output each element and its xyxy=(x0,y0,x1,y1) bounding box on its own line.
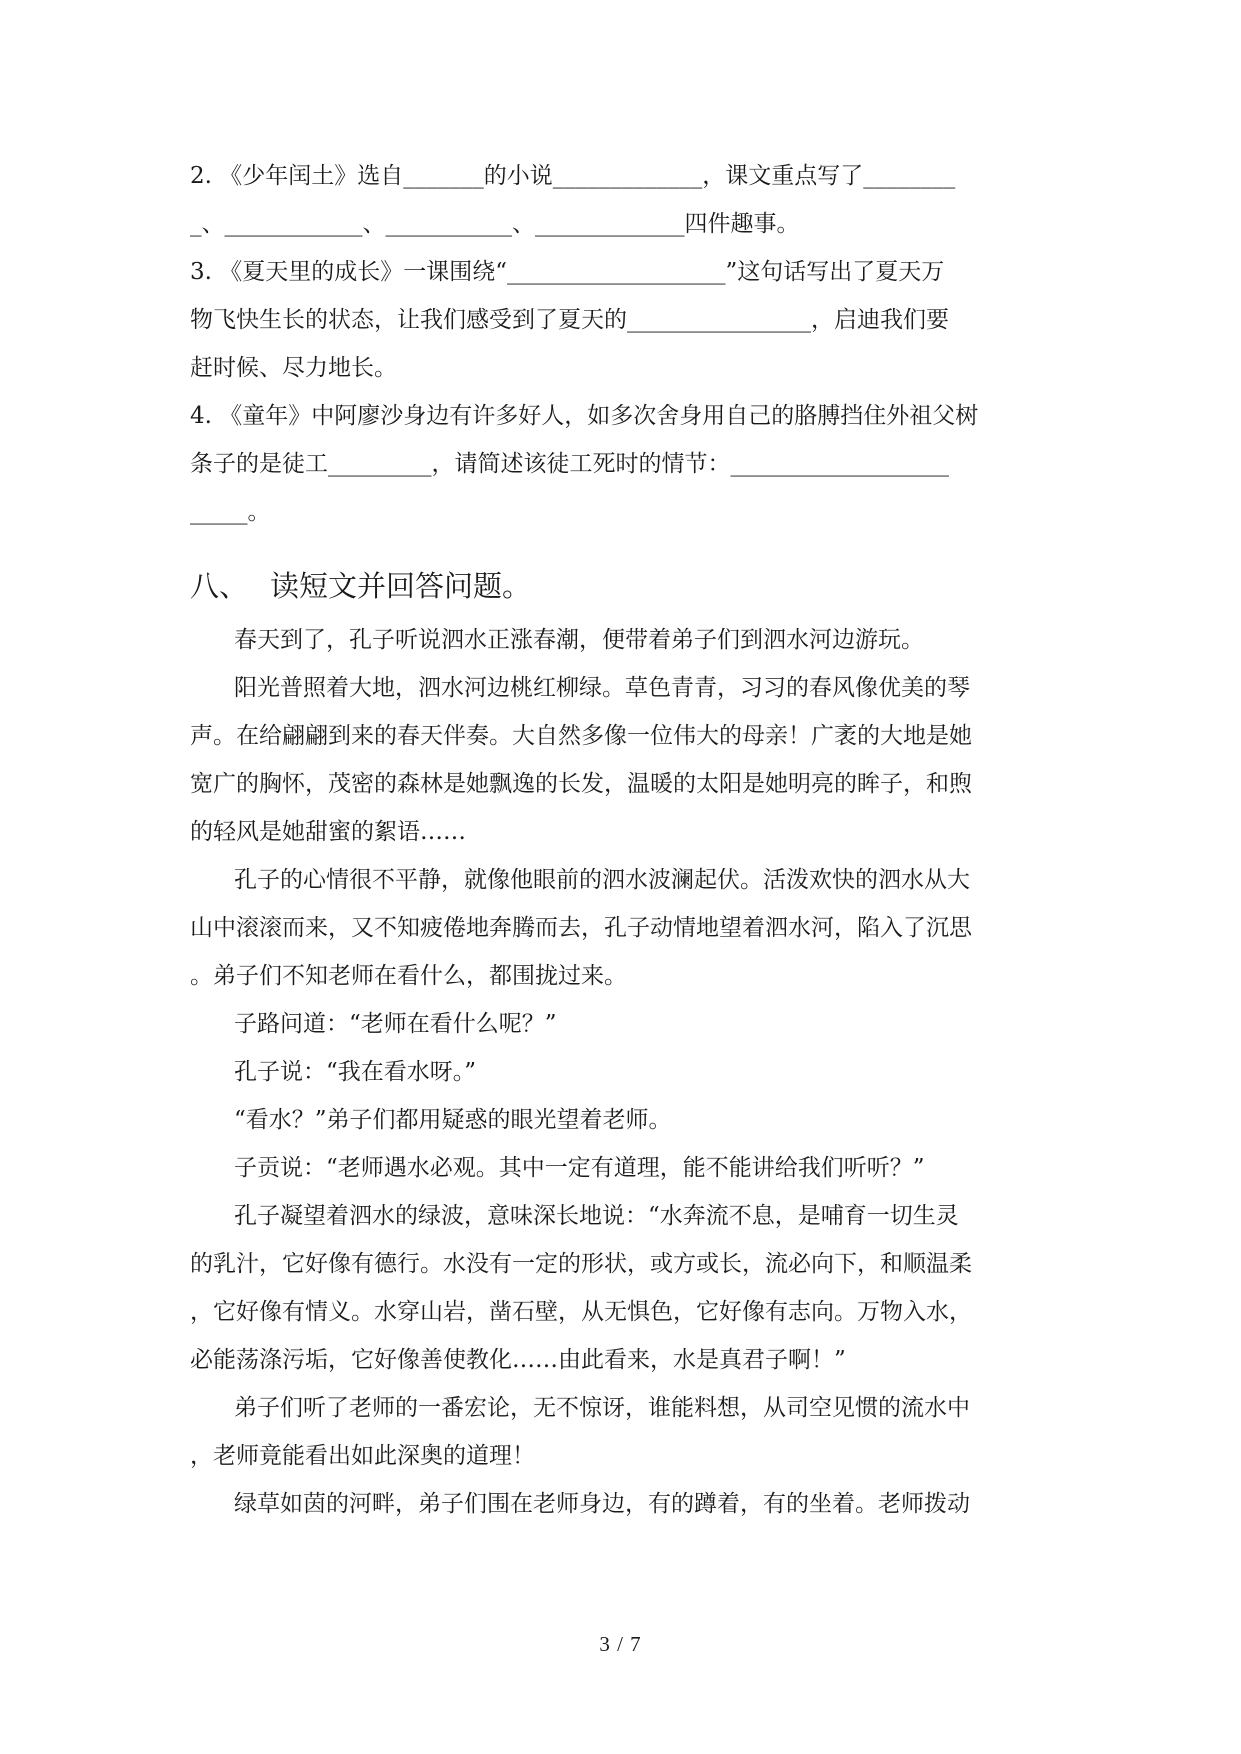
passage-line: ，它好像有情义。水穿山岩，凿石壁，从无惧色，它好像有志向。万物入水， xyxy=(190,1299,972,1325)
passage-line: 春天到了，孔子听说泗水正涨春潮，便带着弟子们到泗水河边游玩。 xyxy=(234,627,924,653)
reading-passage xyxy=(190,616,1060,1528)
question-line: _____。 xyxy=(190,499,271,525)
passage-line: 声。在给翩翩到来的春天伴奏。大自然多像一位伟大的母亲！广袤的大地是她 xyxy=(190,723,972,749)
fill-question-3 xyxy=(190,248,1060,392)
passage-line: 子路问道：“老师在看什么呢？” xyxy=(234,1011,557,1037)
passage-line: 孔子的心情很不平静，就像他眼前的泗水波澜起伏。活泼欢快的泗水从大 xyxy=(234,867,970,893)
passage-paragraph xyxy=(190,1000,1060,1048)
passage-paragraph xyxy=(190,856,1060,1000)
passage-line: 阳光普照着大地，泗水河边桃红柳绿。草色青青，习习的春风像优美的琴 xyxy=(234,675,970,701)
question-line: 3. 《夏天里的成长》一课围绕“___________________”这句话写出了夏天万 xyxy=(190,259,945,285)
passage-paragraph xyxy=(190,1144,1060,1192)
passage-line: “看水？”弟子们都用疑惑的眼光望着老师。 xyxy=(234,1107,672,1133)
passage-line: 孔子说：“我在看水呀。” xyxy=(234,1059,477,1085)
passage-line: 必能荡涤污垢，它好像善使教化……由此看来，水是真君子啊！” xyxy=(190,1347,846,1373)
passage-paragraph xyxy=(190,1480,1060,1528)
passage-paragraph xyxy=(190,1048,1060,1096)
passage-line: 孔子凝望着泗水的绿波，意味深长地说：“水奔流不息，是哺育一切生灵 xyxy=(234,1203,959,1229)
passage-paragraph xyxy=(190,1384,1060,1480)
page-number: 3 / 7 xyxy=(599,1632,642,1656)
passage-line: ，老师竟能看出如此深奥的道理！ xyxy=(190,1443,535,1469)
section-number: 八、 xyxy=(190,569,249,603)
passage-line: 弟子们听了老师的一番宏论，无不惊讶，谁能料想，从司空见惯的流水中 xyxy=(234,1395,970,1421)
passage-paragraph xyxy=(190,1192,1060,1384)
page-content xyxy=(190,152,1060,1528)
fill-question-2 xyxy=(190,152,1060,248)
fill-question-4 xyxy=(190,392,1060,536)
passage-line: 宽广的胸怀，茂密的森林是她飘逸的长发，温暖的太阳是她明亮的眸子，和煦 xyxy=(190,771,972,797)
passage-paragraph xyxy=(190,1096,1060,1144)
passage-line: 。弟子们不知老师在看什么，都围拢过来。 xyxy=(190,963,627,989)
passage-paragraph xyxy=(190,664,1060,856)
passage-line: 绿草如茵的河畔，弟子们围在老师身边，有的蹲着，有的坐着。老师拨动 xyxy=(234,1491,970,1517)
passage-paragraph xyxy=(190,616,1060,664)
passage-line: 山中滚滚而来，又不知疲倦地奔腾而去，孔子动情地望着泗水河，陷入了沉思 xyxy=(190,915,972,941)
question-line: 物飞快生长的状态，让我们感受到了夏天的________________，启迪我们要 xyxy=(190,307,949,333)
passage-line: 的乳汁，它好像有德行。水没有一定的形状，或方或长，流必向下，和顺温柔 xyxy=(190,1251,972,1277)
question-line: 赶时候、尽力地长。 xyxy=(190,355,397,381)
question-line: 2. 《少年闰土》选自_______的小说_____________，课文重点写了________ xyxy=(190,163,956,189)
passage-line: 子贡说：“老师遇水必观。其中一定有道理，能不能讲给我们听听？” xyxy=(234,1155,925,1181)
passage-line: 的轻风是她甜蜜的絮语…… xyxy=(190,819,466,845)
question-line: 4. 《童年》中阿廖沙身边有许多好人，如多次舍身用自己的胳膊挡住外祖父树 xyxy=(190,403,979,429)
section-title: 读短文并回答问题。 xyxy=(270,569,532,603)
section-heading xyxy=(190,562,1060,610)
question-line: _、____________、___________、_____________四件趣事。 xyxy=(190,211,800,237)
question-line: 条子的是徒工_________，请简述该徒工死时的情节：___________________ xyxy=(190,451,949,477)
